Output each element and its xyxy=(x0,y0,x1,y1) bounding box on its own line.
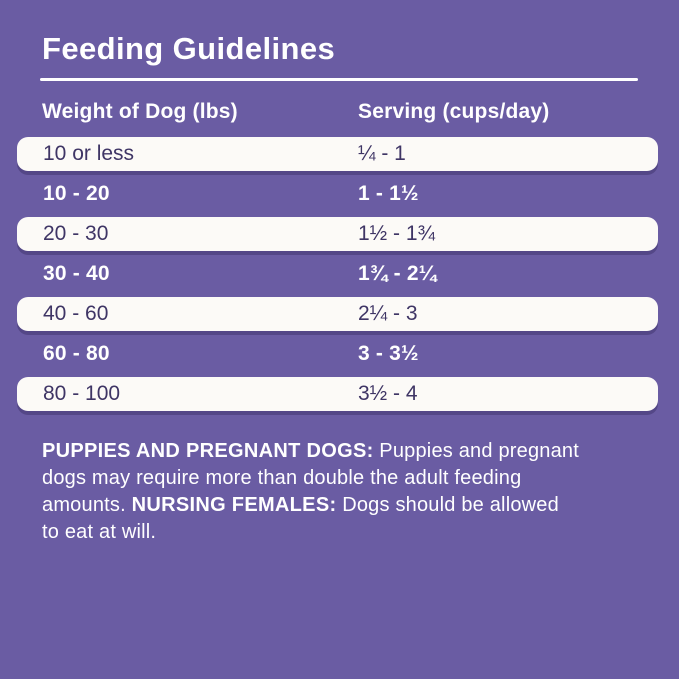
footer-text: Puppies and pregnant xyxy=(373,440,580,462)
footer-note xyxy=(42,438,642,546)
weight-cell: 80 - 100 xyxy=(43,382,121,405)
table-row xyxy=(17,177,658,211)
serving-cell: 1¾ - 2¼ xyxy=(358,262,437,285)
weight-cell: 30 - 40 xyxy=(43,262,110,285)
footer-text: to eat at will. xyxy=(42,521,157,543)
footer-line xyxy=(42,465,642,492)
weight-cell: 10 - 20 xyxy=(43,182,110,205)
serving-cell: 1 - 1½ xyxy=(358,182,419,205)
table-row xyxy=(17,257,658,291)
table-row xyxy=(17,297,658,331)
footer-bold-text: NURSING FEMALES: xyxy=(131,494,337,516)
footer-text: amounts. xyxy=(42,494,132,516)
footer-bold-text: PUPPIES AND PREGNANT DOGS: xyxy=(42,440,374,462)
weight-cell: 40 - 60 xyxy=(43,302,109,325)
weight-cell: 10 or less xyxy=(43,142,135,165)
column-header-weight: Weight of Dog (lbs) xyxy=(42,100,238,123)
serving-cell: 3 - 3½ xyxy=(358,342,419,365)
page-title: Feeding Guidelines xyxy=(42,31,336,66)
footer-text: dogs may require more than double the adult feeding xyxy=(42,467,522,489)
table-row xyxy=(17,337,658,371)
footer-line xyxy=(42,438,642,465)
weight-cell: 20 - 30 xyxy=(43,222,109,245)
footer-line xyxy=(42,492,642,519)
footer-text: Dogs should be allowed xyxy=(336,494,559,516)
serving-cell: 3½ - 4 xyxy=(358,382,418,405)
weight-cell: 60 - 80 xyxy=(43,342,110,365)
table-row xyxy=(17,377,658,411)
column-header-serving: Serving (cups/day) xyxy=(358,100,550,123)
serving-cell: 2¼ - 3 xyxy=(358,302,418,325)
title-underline xyxy=(40,78,638,81)
feeding-table-body xyxy=(17,137,658,417)
footer-line xyxy=(42,519,642,546)
serving-cell: ¼ - 1 xyxy=(358,142,406,165)
table-row xyxy=(17,137,658,171)
table-row xyxy=(17,217,658,251)
table-header-row xyxy=(42,100,638,124)
serving-cell: 1½ - 1¾ xyxy=(358,222,436,245)
